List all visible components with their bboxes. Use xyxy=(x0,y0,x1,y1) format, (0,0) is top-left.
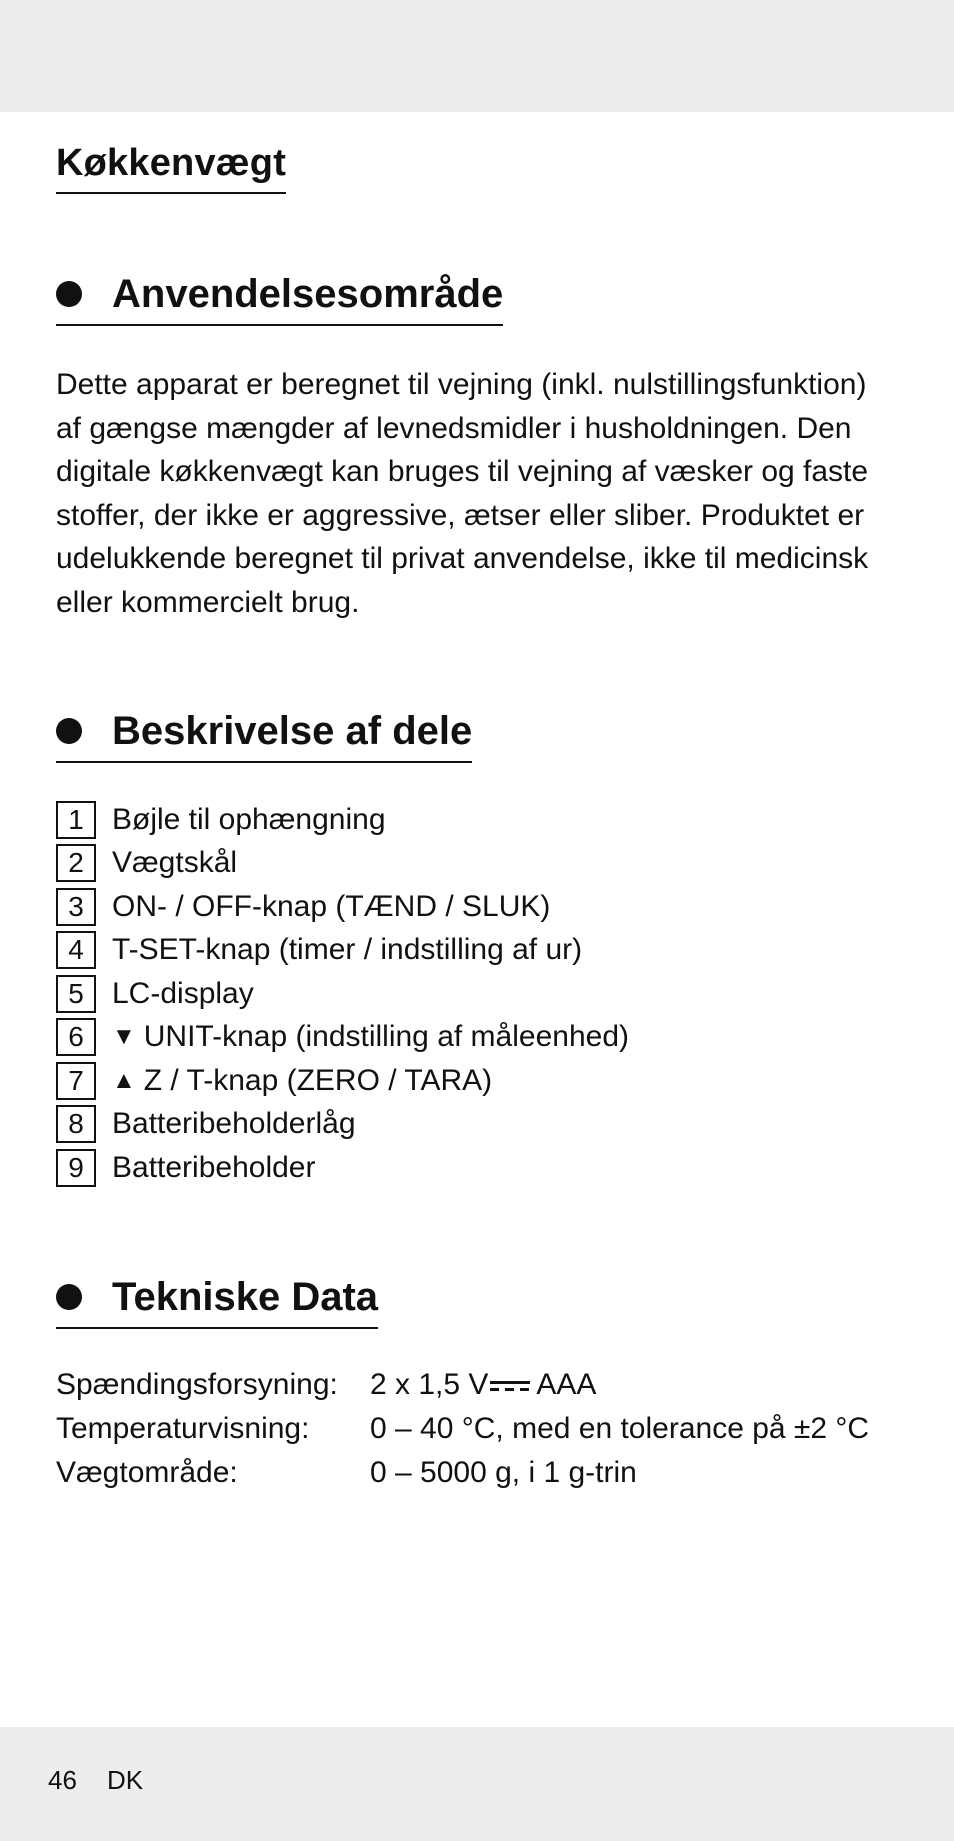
part-label: Batteribeholderlåg xyxy=(112,1107,356,1141)
parts-heading-text: Beskrivelse af dele xyxy=(112,709,473,753)
dc-current-icon xyxy=(490,1380,530,1392)
part-number: 5 xyxy=(56,975,96,1013)
spec-value xyxy=(370,1368,596,1402)
usage-line: udelukkende beregnet til privat anvendelse, ikke til medicinsk xyxy=(56,542,869,576)
part-item xyxy=(56,929,629,973)
part-label: T-SET-knap (timer / indstilling af ur) xyxy=(112,933,583,967)
parts-heading xyxy=(56,703,472,763)
usage-line: af gængse mængder af levnedsmidler i husholdningen. Den xyxy=(56,411,852,445)
part-item xyxy=(56,1059,629,1103)
part-number: 2 xyxy=(56,844,96,882)
usage-paragraph xyxy=(56,363,916,625)
part-number: 9 xyxy=(56,1149,96,1187)
bullet-icon xyxy=(56,1284,82,1310)
part-item xyxy=(56,798,629,842)
part-item xyxy=(56,1016,629,1060)
usage-line: digitale køkkenvægt kan bruges til vejning af væsker og faste xyxy=(56,455,869,489)
spec-value: 0 – 5000 g, i 1 g-trin xyxy=(370,1456,637,1489)
part-item xyxy=(56,1103,629,1147)
part-number: 3 xyxy=(56,888,96,926)
bullet-icon xyxy=(56,281,82,307)
part-label: Vægtskål xyxy=(112,846,238,880)
part-label: LC-display xyxy=(112,976,254,1010)
tech-specs xyxy=(56,1363,869,1495)
bullet-icon xyxy=(56,718,82,744)
language-code: DK xyxy=(107,1765,144,1795)
part-item xyxy=(56,972,629,1016)
part-label: ON- / OFF-knap (TÆND / SLUK) xyxy=(112,889,551,923)
part-number: 8 xyxy=(56,1105,96,1143)
part-item xyxy=(56,1146,629,1190)
voltage-value: 2 x 1,5 V xyxy=(370,1368,489,1401)
usage-line: Dette apparat er beregnet til vejning (inkl. nulstillingsfunktion) xyxy=(56,368,867,401)
part-number: 1 xyxy=(56,801,96,839)
spec-row xyxy=(56,1363,869,1407)
spec-label: Vægtområde: xyxy=(56,1456,238,1489)
parts-list xyxy=(56,798,629,1190)
part-label: Bøjle til ophængning xyxy=(112,802,386,836)
usage-line: stoffer, der ikke er aggressive, ætser eller sliber. Produktet er xyxy=(56,498,865,532)
tech-heading xyxy=(56,1269,378,1329)
part-item xyxy=(56,885,629,929)
battery-type: AAA xyxy=(536,1368,597,1401)
page-number: 46 xyxy=(48,1765,77,1795)
part-item xyxy=(56,842,629,886)
spec-row xyxy=(56,1407,869,1451)
top-band xyxy=(0,0,954,112)
spec-row xyxy=(56,1451,869,1495)
part-label: Z / T-knap (ZERO / TARA) xyxy=(143,1063,493,1097)
down-triangle-icon: ▼ xyxy=(112,1023,136,1051)
spec-value: 0 – 40 °C, med en tolerance på ±2 °C xyxy=(370,1412,870,1445)
spec-label: Temperaturvisning: xyxy=(56,1412,310,1445)
part-number: 4 xyxy=(56,931,96,969)
part-number: 7 xyxy=(56,1062,96,1100)
page-title: Køkkenvægt xyxy=(56,136,286,194)
part-label: Batteribeholder xyxy=(112,1150,316,1184)
tech-heading-text: Tekniske Data xyxy=(112,1275,379,1319)
part-label: UNIT-knap (indstilling af måleenhed) xyxy=(143,1020,629,1054)
usage-heading-text: Anvendelsesområde xyxy=(112,272,504,316)
spec-label: Spændingsforsyning: xyxy=(56,1368,338,1401)
usage-line: eller kommercielt brug. xyxy=(56,585,360,619)
up-triangle-icon: ▲ xyxy=(112,1066,136,1094)
usage-heading xyxy=(56,266,503,326)
part-number: 6 xyxy=(56,1018,96,1056)
